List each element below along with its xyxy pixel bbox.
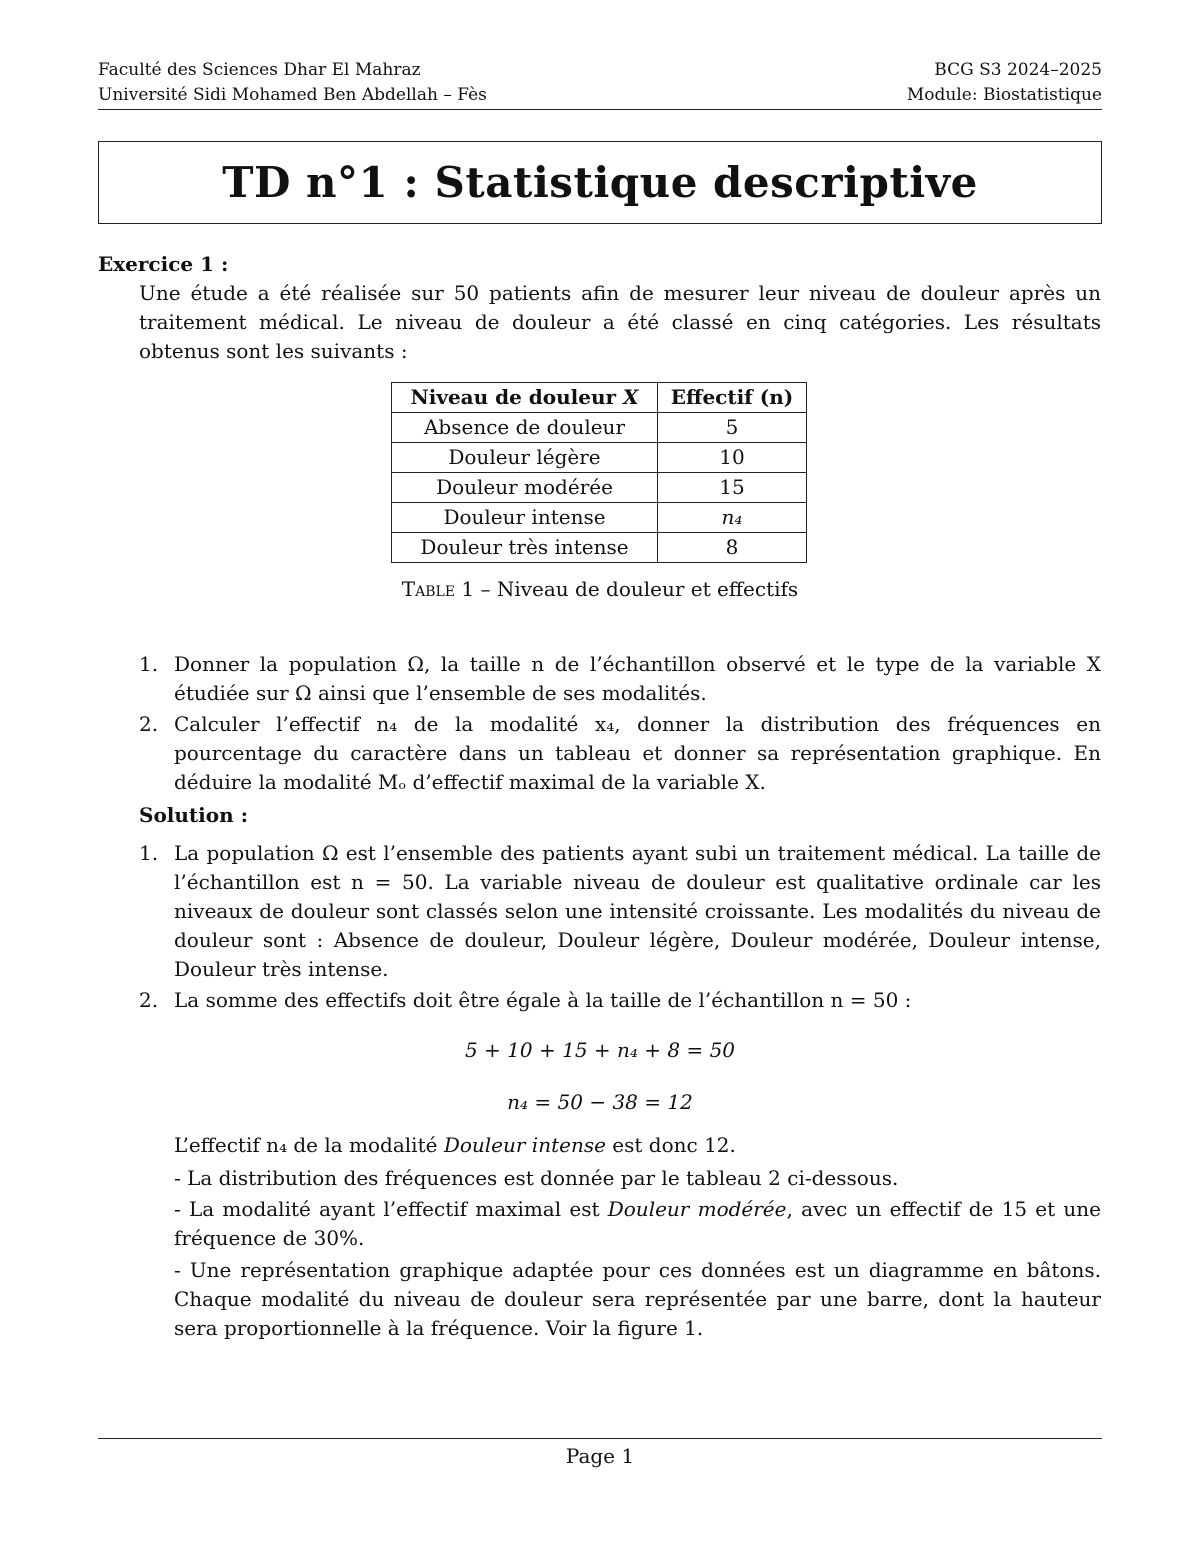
column-header-level: Niveau de douleur X — [392, 383, 658, 413]
table-header-row — [392, 383, 807, 413]
item-number: 2. — [139, 988, 159, 1012]
table-cell-count: 15 — [658, 473, 807, 503]
table-cell-level: Douleur modérée — [392, 473, 658, 503]
page-header — [98, 58, 1102, 108]
item-number: 2. — [139, 712, 159, 736]
table-cell-count: 10 — [658, 443, 807, 473]
list-item — [139, 650, 1101, 708]
solution-title: Solution : — [139, 803, 248, 827]
column-header-count: Effectif (n) — [658, 383, 807, 413]
table-row — [392, 473, 807, 503]
exercise-title: Exercice 1 : — [98, 252, 229, 276]
question-list — [139, 650, 1101, 799]
table-cell-count: n₄ — [658, 503, 807, 533]
table-cell-level: Absence de douleur — [392, 413, 658, 443]
document-title — [98, 141, 1102, 224]
table-row — [392, 413, 807, 443]
table-row — [392, 503, 807, 533]
header-divider — [98, 109, 1102, 110]
item-text: Calculer l’effectif n₄ de la modalité x₄, donner la distribution des fréquences en pourcentage du caractère dans un tableau et donner sa représentation graphique. En déduire la modalité Mₒ d’effectif maximal de la variable X. — [174, 712, 1101, 794]
table-cell-level: Douleur très intense — [392, 533, 658, 563]
page-number: Page 1 — [565, 1444, 635, 1468]
solution-paragraph: - La distribution des fréquences est donnée par le tableau 2 ci-dessous. — [174, 1166, 899, 1190]
table-cell-count: 8 — [658, 533, 807, 563]
item-text: Donner la population Ω, la taille n de l’échantillon observé et le type de la variable X étudiée sur Ω ainsi que l’ensemble de ses modalités. — [174, 652, 1101, 705]
list-item — [139, 710, 1101, 797]
table-row — [392, 533, 807, 563]
solution-paragraph: - La modalité ayant l’effectif maximal est Douleur modérée, avec un effectif de 15 et une fréquence de 30%. — [174, 1197, 1101, 1250]
item-number: 1. — [139, 652, 159, 676]
faculty-name: Faculté des Sciences Dhar El Mahraz — [98, 60, 421, 80]
solution-paragraph: L’effectif n₄ de la modalité Douleur intense est donc 12. — [174, 1133, 736, 1157]
table-cell-count: 5 — [658, 413, 807, 443]
footer-divider — [98, 1438, 1102, 1439]
equation-n4: n₄ = 50 − 38 = 12 — [507, 1090, 693, 1114]
module-name: Module: Biostatistique — [906, 85, 1102, 105]
title-text: TD n°1 : Statistique descriptive — [222, 158, 978, 207]
list-item — [139, 839, 1101, 984]
table-cell-level: Douleur légère — [392, 443, 658, 473]
exercise-intro: Une étude a été réalisée sur 50 patients afin de mesurer leur niveau de douleur après un traitement médical. Le niveau de douleur a été classé en cinq catégories. Les résultats obtenus sont les suivants : — [139, 281, 1101, 363]
item-text: La population Ω est l’ensemble des patients ayant subi un traitement médical. La taille de l’échantillon est n = 50. La variable niveau de douleur est qualitative ordinale car les niveaux de douleur sont classés selon une intensité croissante. Les modalités du niveau de douleur sont : Absence de douleur, Douleur légère, Douleur modérée, Douleur intense, Douleur très intense. — [174, 841, 1101, 981]
item-text: La somme des effectifs doit être égale à la taille de l’échantillon n = 50 : — [174, 988, 912, 1012]
course-year: BCG S3 2024–2025 — [934, 60, 1102, 80]
solution-list — [139, 839, 1101, 1017]
list-item — [139, 986, 1101, 1015]
item-number: 1. — [139, 841, 159, 865]
solution-paragraph: - Une représentation graphique adaptée pour ces données est un diagramme en bâtons. Chaque modalité du niveau de douleur sera représentée par une barre, dont la hauteur sera proportionnelle à la fréquence. Voir la figure 1. — [174, 1258, 1101, 1340]
table-cell-level: Douleur intense — [392, 503, 658, 533]
table-row — [392, 443, 807, 473]
university-name: Université Sidi Mohamed Ben Abdellah – Fès — [98, 85, 487, 105]
pain-level-table — [391, 382, 807, 563]
table-caption — [0, 575, 1200, 604]
equation-sum: 5 + 10 + 15 + n₄ + 8 = 50 — [464, 1038, 736, 1062]
caption-text: – Niveau de douleur et effectifs — [474, 577, 799, 601]
caption-label: Table 1 — [401, 577, 475, 601]
